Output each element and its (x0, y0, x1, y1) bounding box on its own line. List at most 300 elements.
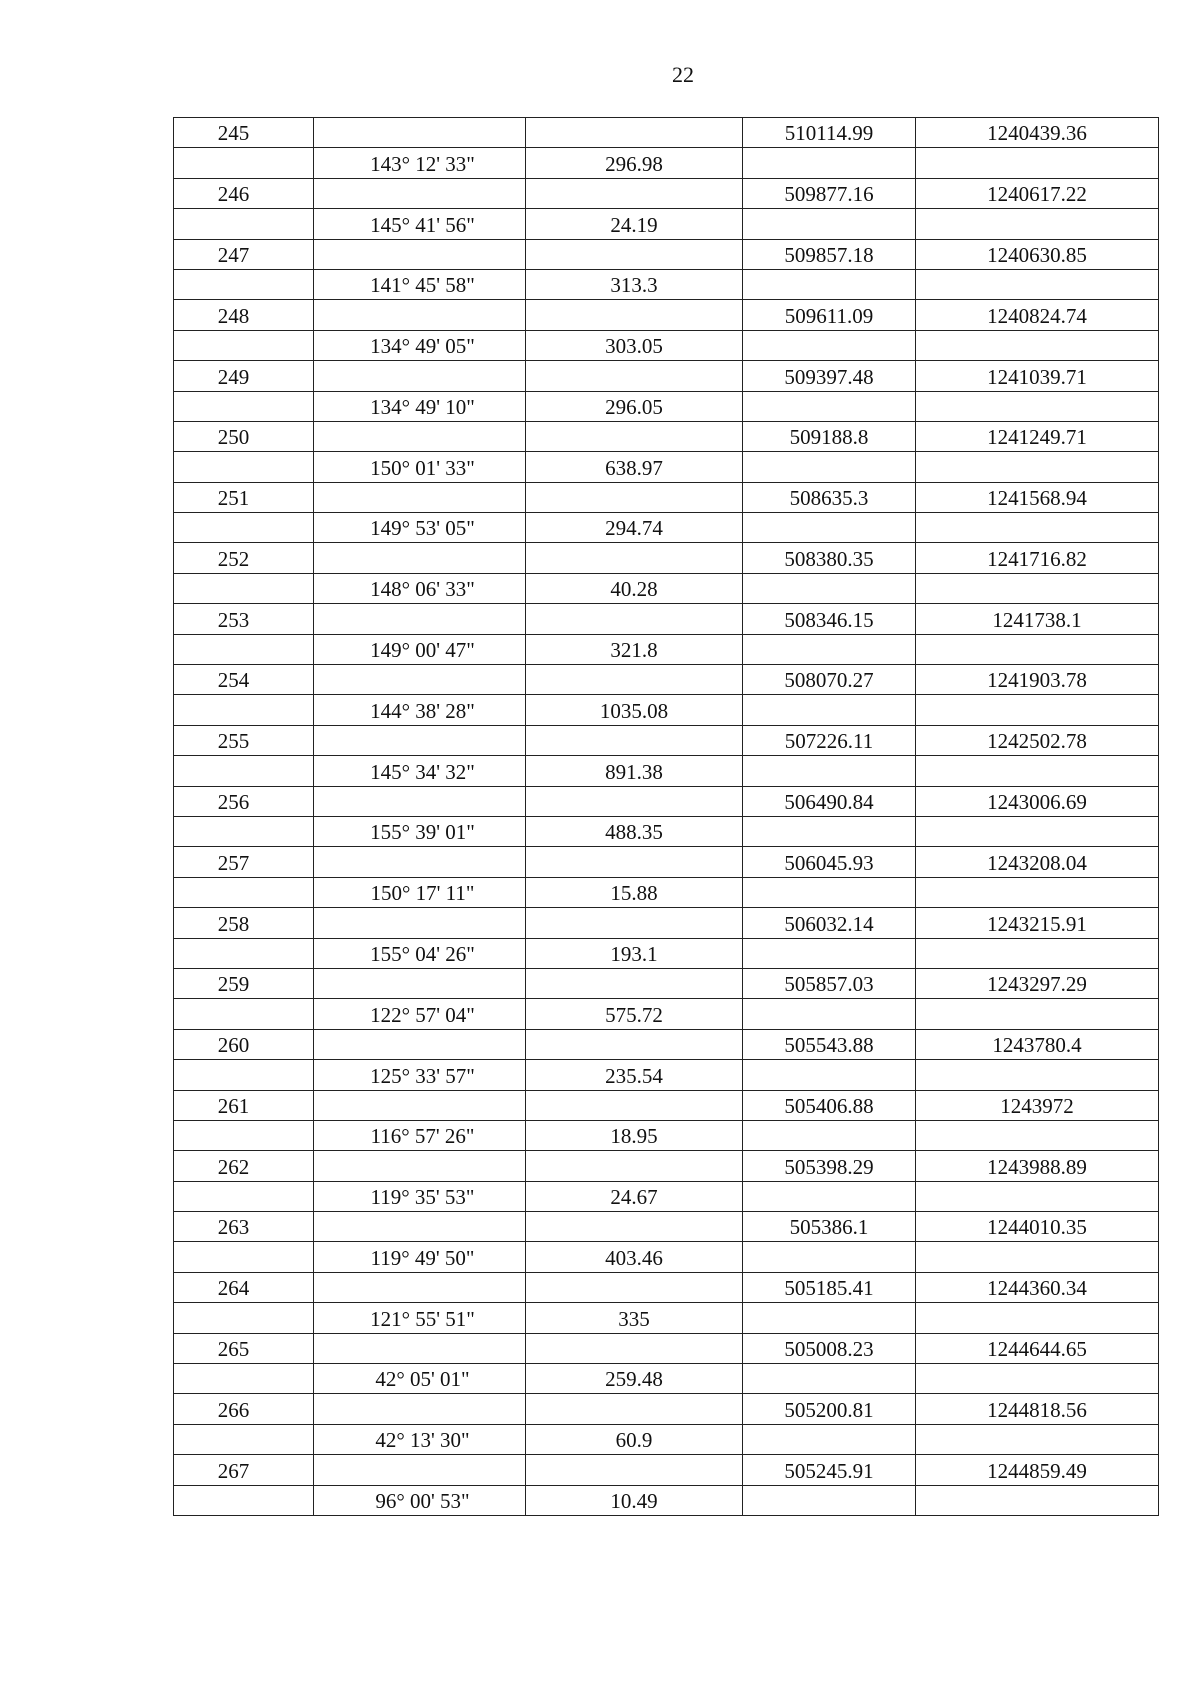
distance-value: 259.48 (605, 1367, 663, 1392)
bearing-cell (314, 1242, 526, 1272)
bearing-value: 145° 34' 32" (370, 759, 475, 784)
bearing-cell (314, 725, 526, 755)
distance-cell (526, 1485, 743, 1515)
northing-cell (743, 604, 916, 634)
bearing-cell (314, 1120, 526, 1150)
station-cell (174, 908, 314, 938)
distance-cell (526, 1029, 743, 1059)
easting-value: 1243208.04 (987, 850, 1087, 875)
bearing-cell (314, 756, 526, 786)
bearing-value: 119° 49' 50" (370, 1245, 475, 1270)
station-value: 266 (217, 1397, 250, 1422)
bearing-value: 134° 49' 10" (370, 394, 475, 419)
distance-cell (526, 239, 743, 269)
station-cell (174, 1303, 314, 1333)
station-cell (174, 604, 314, 634)
distance-cell (526, 604, 743, 634)
distance-value: 15.88 (610, 881, 658, 906)
easting-cell (916, 300, 1159, 330)
northing-cell (743, 1364, 916, 1394)
northing-cell (743, 573, 916, 603)
bearing-value: 145° 41' 56" (370, 212, 475, 237)
segment-row (174, 1303, 1159, 1333)
distance-cell (526, 938, 743, 968)
northing-value: 509857.18 (784, 242, 874, 267)
distance-cell (526, 118, 743, 148)
distance-value: 891.38 (605, 759, 663, 784)
station-row (174, 665, 1159, 695)
easting-cell (916, 1394, 1159, 1424)
station-row (174, 178, 1159, 208)
station-cell (174, 847, 314, 877)
bearing-value: 143° 12' 33" (370, 151, 475, 176)
northing-value: 505008.23 (784, 1337, 874, 1362)
segment-row (174, 1120, 1159, 1150)
bearing-cell (314, 665, 526, 695)
northing-cell (743, 1181, 916, 1211)
station-row (174, 543, 1159, 573)
station-value: 252 (217, 546, 250, 571)
station-cell (174, 330, 314, 360)
easting-cell (916, 543, 1159, 573)
station-cell (174, 1060, 314, 1090)
northing-cell (743, 695, 916, 725)
distance-cell (526, 908, 743, 938)
northing-cell (743, 1455, 916, 1485)
distance-cell (526, 1181, 743, 1211)
bearing-cell (314, 877, 526, 907)
northing-value: 505543.88 (784, 1033, 874, 1058)
station-row (174, 908, 1159, 938)
bearing-cell (314, 1151, 526, 1181)
station-value: 258 (217, 911, 250, 936)
northing-cell (743, 178, 916, 208)
segment-row (174, 756, 1159, 786)
easting-cell (916, 148, 1159, 178)
easting-value: 1244859.49 (987, 1458, 1087, 1483)
easting-cell (916, 877, 1159, 907)
station-cell (174, 968, 314, 998)
bearing-cell (314, 452, 526, 482)
distance-cell (526, 1090, 743, 1120)
distance-value: 403.46 (605, 1245, 663, 1270)
northing-cell (743, 1242, 916, 1272)
distance-value: 638.97 (605, 455, 663, 480)
segment-row (174, 1060, 1159, 1090)
bearing-cell (314, 1272, 526, 1302)
northing-cell (743, 665, 916, 695)
easting-cell (916, 938, 1159, 968)
northing-cell (743, 1303, 916, 1333)
distance-cell (526, 209, 743, 239)
distance-cell (526, 148, 743, 178)
northing-cell (743, 968, 916, 998)
northing-cell (743, 938, 916, 968)
easting-cell (916, 1060, 1159, 1090)
station-cell (174, 239, 314, 269)
northing-value: 505386.1 (789, 1215, 869, 1240)
northing-value: 509397.48 (784, 364, 874, 389)
distance-cell (526, 968, 743, 998)
bearing-value: 148° 06' 33" (370, 577, 475, 602)
distance-cell (526, 725, 743, 755)
northing-value: 505200.81 (784, 1397, 874, 1422)
survey-table-body (174, 118, 1159, 1516)
station-row (174, 1212, 1159, 1242)
northing-cell (743, 361, 916, 391)
distance-value: 1035.08 (599, 698, 669, 723)
easting-cell (916, 573, 1159, 603)
bearing-value: 121° 55' 51" (370, 1306, 475, 1331)
easting-cell (916, 239, 1159, 269)
easting-cell (916, 604, 1159, 634)
station-cell (174, 1455, 314, 1485)
station-cell (174, 695, 314, 725)
station-cell (174, 665, 314, 695)
northing-value: 506032.14 (784, 911, 874, 936)
easting-cell (916, 118, 1159, 148)
easting-cell (916, 847, 1159, 877)
easting-cell (916, 361, 1159, 391)
station-cell (174, 1424, 314, 1454)
bearing-value: 134° 49' 05" (370, 334, 475, 359)
station-cell (174, 1151, 314, 1181)
station-row (174, 118, 1159, 148)
northing-cell (743, 209, 916, 239)
bearing-cell (314, 938, 526, 968)
bearing-cell (314, 1333, 526, 1363)
easting-value: 1243988.89 (987, 1154, 1087, 1179)
bearing-value: 149° 53' 05" (370, 516, 475, 541)
bearing-cell (314, 1485, 526, 1515)
station-value: 245 (217, 121, 250, 146)
station-cell (174, 421, 314, 451)
bearing-cell (314, 1060, 526, 1090)
northing-cell (743, 1060, 916, 1090)
station-value: 249 (217, 364, 250, 389)
bearing-cell (314, 543, 526, 573)
northing-cell (743, 1424, 916, 1454)
station-row (174, 847, 1159, 877)
bearing-cell (314, 786, 526, 816)
distance-cell (526, 300, 743, 330)
station-row (174, 968, 1159, 998)
station-row (174, 421, 1159, 451)
bearing-cell (314, 847, 526, 877)
bearing-cell (314, 1424, 526, 1454)
easting-cell (916, 1424, 1159, 1454)
northing-cell (743, 847, 916, 877)
station-row (174, 1455, 1159, 1485)
distance-cell (526, 756, 743, 786)
bearing-cell (314, 999, 526, 1029)
distance-cell (526, 816, 743, 846)
distance-cell (526, 695, 743, 725)
bearing-cell (314, 1212, 526, 1242)
distance-cell (526, 1120, 743, 1150)
station-cell (174, 361, 314, 391)
bearing-cell (314, 178, 526, 208)
distance-cell (526, 482, 743, 512)
distance-cell (526, 634, 743, 664)
station-cell (174, 725, 314, 755)
easting-value: 1241738.1 (992, 607, 1082, 632)
bearing-cell (314, 330, 526, 360)
bearing-cell (314, 1181, 526, 1211)
easting-cell (916, 1181, 1159, 1211)
bearing-cell (314, 1364, 526, 1394)
station-value: 251 (217, 486, 250, 511)
distance-value: 235.54 (605, 1063, 663, 1088)
station-cell (174, 786, 314, 816)
northing-value: 509188.8 (789, 425, 869, 450)
station-cell (174, 1212, 314, 1242)
station-value: 256 (217, 789, 250, 814)
easting-cell (916, 1272, 1159, 1302)
northing-value: 508635.3 (789, 486, 869, 511)
northing-cell (743, 1272, 916, 1302)
bearing-cell (314, 816, 526, 846)
station-cell (174, 573, 314, 603)
northing-value: 506490.84 (784, 789, 874, 814)
distance-cell (526, 1212, 743, 1242)
distance-value: 488.35 (605, 820, 663, 845)
station-cell (174, 513, 314, 543)
station-cell (174, 1029, 314, 1059)
easting-value: 1243972 (1000, 1093, 1074, 1118)
distance-cell (526, 1364, 743, 1394)
northing-cell (743, 634, 916, 664)
station-row (174, 1090, 1159, 1120)
easting-cell (916, 269, 1159, 299)
station-cell (174, 1181, 314, 1211)
station-row (174, 1029, 1159, 1059)
station-cell (174, 178, 314, 208)
distance-cell (526, 421, 743, 451)
distance-cell (526, 178, 743, 208)
distance-value: 313.3 (610, 273, 658, 298)
station-cell (174, 300, 314, 330)
easting-cell (916, 1120, 1159, 1150)
easting-value: 1243215.91 (987, 911, 1087, 936)
station-row (174, 1394, 1159, 1424)
northing-cell (743, 1485, 916, 1515)
station-cell (174, 756, 314, 786)
page-number: 22 (672, 62, 694, 87)
station-value: 254 (217, 668, 250, 693)
northing-value: 505398.29 (784, 1154, 874, 1179)
northing-cell (743, 391, 916, 421)
station-cell (174, 1120, 314, 1150)
station-cell (174, 543, 314, 573)
segment-row (174, 148, 1159, 178)
bearing-cell (314, 148, 526, 178)
easting-value: 1240824.74 (987, 303, 1087, 328)
easting-cell (916, 482, 1159, 512)
northing-cell (743, 1394, 916, 1424)
bearing-cell (314, 1090, 526, 1120)
northing-cell (743, 1212, 916, 1242)
northing-cell (743, 482, 916, 512)
bearing-cell (314, 269, 526, 299)
station-cell (174, 1333, 314, 1363)
northing-value: 507226.11 (784, 729, 874, 754)
easting-cell (916, 968, 1159, 998)
station-value: 257 (217, 850, 250, 875)
bearing-cell (314, 1303, 526, 1333)
bearing-value: 96° 00' 53" (375, 1488, 470, 1513)
station-cell (174, 391, 314, 421)
bearing-value: 144° 38' 28" (370, 698, 475, 723)
station-cell (174, 634, 314, 664)
easting-value: 1240617.22 (987, 182, 1087, 207)
station-cell (174, 1090, 314, 1120)
station-value: 253 (217, 607, 250, 632)
bearing-value: 125° 33' 57" (370, 1063, 475, 1088)
station-value: 246 (217, 182, 250, 207)
distance-cell (526, 1424, 743, 1454)
segment-row (174, 1424, 1159, 1454)
station-row (174, 786, 1159, 816)
northing-cell (743, 725, 916, 755)
segment-row (174, 634, 1159, 664)
station-row (174, 239, 1159, 269)
easting-cell (916, 665, 1159, 695)
distance-cell (526, 1455, 743, 1485)
northing-value: 508346.15 (784, 607, 874, 632)
station-value: 267 (217, 1458, 250, 1483)
distance-cell (526, 361, 743, 391)
distance-value: 40.28 (610, 577, 658, 602)
station-cell (174, 209, 314, 239)
easting-cell (916, 421, 1159, 451)
segment-row (174, 877, 1159, 907)
distance-value: 575.72 (605, 1002, 663, 1027)
northing-cell (743, 330, 916, 360)
easting-value: 1241568.94 (987, 486, 1087, 511)
segment-row (174, 999, 1159, 1029)
distance-value: 193.1 (610, 941, 658, 966)
distance-cell (526, 1303, 743, 1333)
station-row (174, 1151, 1159, 1181)
distance-value: 18.95 (610, 1124, 658, 1149)
segment-row (174, 269, 1159, 299)
distance-cell (526, 877, 743, 907)
easting-cell (916, 209, 1159, 239)
distance-value: 10.49 (610, 1488, 658, 1513)
easting-cell (916, 1455, 1159, 1485)
northing-value: 508380.35 (784, 546, 874, 571)
easting-value: 1241039.71 (987, 364, 1087, 389)
distance-value: 60.9 (615, 1428, 653, 1453)
station-value: 255 (217, 729, 250, 754)
segment-row (174, 209, 1159, 239)
segment-row (174, 513, 1159, 543)
easting-value: 1244010.35 (987, 1215, 1087, 1240)
northing-cell (743, 239, 916, 269)
northing-value: 509611.09 (784, 303, 874, 328)
bearing-value: 155° 04' 26" (370, 941, 475, 966)
station-cell (174, 1364, 314, 1394)
northing-cell (743, 756, 916, 786)
station-value: 264 (217, 1276, 250, 1301)
station-value: 248 (217, 303, 250, 328)
easting-value: 1243780.4 (992, 1033, 1082, 1058)
station-value: 265 (217, 1337, 250, 1362)
easting-cell (916, 330, 1159, 360)
northing-cell (743, 543, 916, 573)
northing-value: 506045.93 (784, 850, 874, 875)
distance-value: 24.19 (610, 212, 658, 237)
distance-cell (526, 269, 743, 299)
easting-cell (916, 178, 1159, 208)
easting-cell (916, 1212, 1159, 1242)
distance-value: 296.05 (605, 394, 663, 419)
northing-cell (743, 1090, 916, 1120)
segment-row (174, 816, 1159, 846)
station-cell (174, 1394, 314, 1424)
station-cell (174, 269, 314, 299)
distance-cell (526, 573, 743, 603)
distance-cell (526, 1151, 743, 1181)
segment-row (174, 573, 1159, 603)
station-value: 262 (217, 1154, 250, 1179)
segment-row (174, 938, 1159, 968)
northing-cell (743, 786, 916, 816)
bearing-cell (314, 634, 526, 664)
station-value: 247 (217, 242, 250, 267)
station-cell (174, 1272, 314, 1302)
bearing-value: 141° 45' 58" (370, 273, 475, 298)
station-value: 263 (217, 1215, 250, 1240)
distance-cell (526, 665, 743, 695)
bearing-cell (314, 391, 526, 421)
bearing-cell (314, 604, 526, 634)
distance-value: 294.74 (605, 516, 663, 541)
easting-value: 1244360.34 (987, 1276, 1087, 1301)
bearing-value: 42° 05' 01" (375, 1367, 470, 1392)
station-cell (174, 999, 314, 1029)
easting-cell (916, 513, 1159, 543)
northing-cell (743, 300, 916, 330)
station-cell (174, 452, 314, 482)
bearing-cell (314, 1029, 526, 1059)
bearing-cell (314, 968, 526, 998)
segment-row (174, 695, 1159, 725)
station-row (174, 482, 1159, 512)
northing-value: 509877.16 (784, 182, 874, 207)
northing-cell (743, 269, 916, 299)
distance-cell (526, 1272, 743, 1302)
easting-cell (916, 1151, 1159, 1181)
northing-cell (743, 816, 916, 846)
easting-cell (916, 786, 1159, 816)
distance-cell (526, 513, 743, 543)
northing-cell (743, 118, 916, 148)
northing-cell (743, 1120, 916, 1150)
segment-row (174, 391, 1159, 421)
northing-cell (743, 452, 916, 482)
bearing-value: 149° 00' 47" (370, 638, 475, 663)
easting-value: 1244818.56 (987, 1397, 1087, 1422)
bearing-cell (314, 239, 526, 269)
bearing-value: 150° 01' 33" (370, 455, 475, 480)
easting-cell (916, 725, 1159, 755)
distance-cell (526, 999, 743, 1029)
distance-cell (526, 1060, 743, 1090)
easting-value: 1241716.82 (987, 546, 1087, 571)
easting-cell (916, 1364, 1159, 1394)
